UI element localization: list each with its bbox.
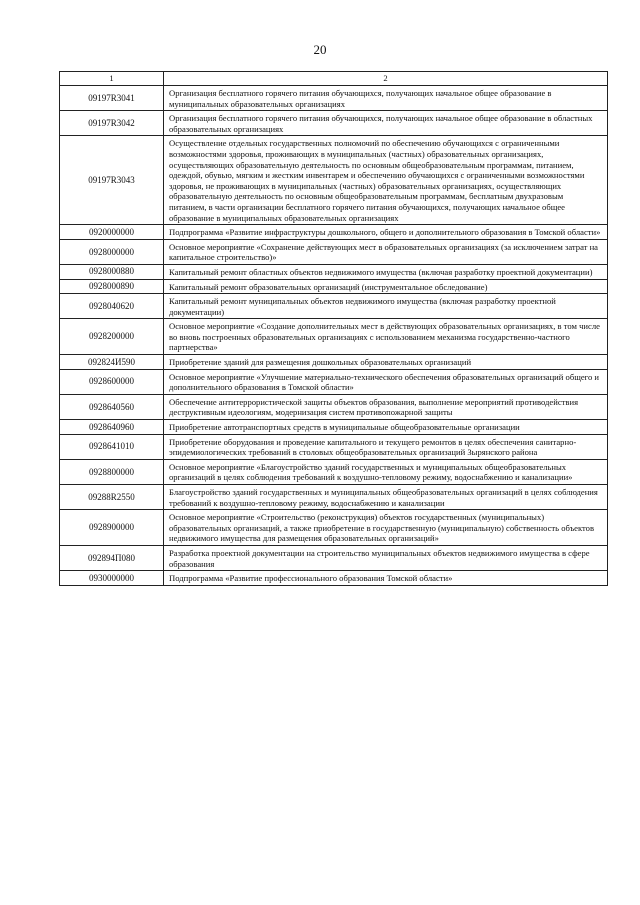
row-code: 0928640560 bbox=[60, 394, 164, 419]
row-description: Организация бесплатного горячего питания обучающихся, получающих начальное общее образование в областных образовательных организациях bbox=[164, 111, 608, 136]
table-row bbox=[60, 86, 608, 111]
row-code: 0928000000 bbox=[60, 239, 164, 264]
row-code: 0928000880 bbox=[60, 264, 164, 279]
table-row bbox=[60, 510, 608, 546]
row-code: 0928600000 bbox=[60, 369, 164, 394]
row-description: Приобретение оборудования и проведение капитального и текущего ремонтов в целях обеспечения санитарно-эпидемиологических требований в столовых общеобразовательных организаций Зырянского района bbox=[164, 434, 608, 459]
row-description: Основное мероприятие «Сохранение действующих мест в образовательных организациях (за исключением затрат на капитальное строительство)» bbox=[164, 239, 608, 264]
row-code: 0928641010 bbox=[60, 434, 164, 459]
row-description: Капитальный ремонт образовательных организаций (инструментальное обследование) bbox=[164, 279, 608, 294]
row-description: Приобретение автотранспортных средств в муниципальные общеобразовательные организации bbox=[164, 420, 608, 435]
table-row bbox=[60, 485, 608, 510]
row-code: 092894П080 bbox=[60, 545, 164, 570]
row-code: 09197R3043 bbox=[60, 136, 164, 225]
row-description: Капитальный ремонт муниципальных объектов недвижимого имущества (включая разработку проектной документации) bbox=[164, 294, 608, 319]
row-code: 0928200000 bbox=[60, 319, 164, 355]
row-description: Осуществление отдельных государственных полномочий по обеспечению обучающихся с ограниченными возможностями здоровья, проживающих в муниципальных (частных) образовательных организациях, осуществляющих образовательную деятельность по основным общеобразовательным программам, питанием, одеждой, обувью, мягким и жестким инвентарем и обеспечению обучающихся с ограниченными возможностями здоровья, не проживающих в муниципальных (частных) образовательных организациях, осуществляющих образовательную деятельность по основным общеобразовательным программам, бесплатным двухразовым питанием, в части организации бесплатного горячего питания обучающихся, получающих начальное общее образование в муниципальных образовательных организациях bbox=[164, 136, 608, 225]
row-code: 09197R3042 bbox=[60, 111, 164, 136]
column-header-description: 2 bbox=[164, 72, 608, 86]
table-row bbox=[60, 394, 608, 419]
table-row bbox=[60, 459, 608, 484]
row-code: 09288R2550 bbox=[60, 485, 164, 510]
row-description: Капитальный ремонт областных объектов недвижимого имущества (включая разработку проектной документации) bbox=[164, 264, 608, 279]
table-row bbox=[60, 434, 608, 459]
row-description: Организация бесплатного горячего питания обучающихся, получающих начальное общее образование в муниципальных образовательных организациях bbox=[164, 86, 608, 111]
table-row bbox=[60, 225, 608, 240]
row-code: 0928640960 bbox=[60, 420, 164, 435]
row-code: 0930000000 bbox=[60, 571, 164, 586]
page-number: 20 bbox=[313, 42, 327, 57]
table-row bbox=[60, 420, 608, 435]
table-row bbox=[60, 571, 608, 586]
row-description: Основное мероприятие «Благоустройство зданий государственных и муниципальных общеобразовательных организаций в целях соблюдения требований к воздушно-тепловому режиму, водоснабжению и канализации» bbox=[164, 459, 608, 484]
row-code: 09197R3041 bbox=[60, 86, 164, 111]
row-description: Основное мероприятие «Строительство (реконструкция) объектов государственных (муниципальных) образовательных организаций, а также приобретение в государственную (муниципальную) собственность объектов недвижимого имущества для размещения образовательных организаций» bbox=[164, 510, 608, 546]
row-description: Основное мероприятие «Создание дополнительных мест в действующих образовательных организациях, в том числе во вновь построенных образовательных организациях с использованием механизма государственно-частного партнерства» bbox=[164, 319, 608, 355]
row-code: 0928900000 bbox=[60, 510, 164, 546]
table-row bbox=[60, 279, 608, 294]
row-description: Приобретение зданий для размещения дошкольных образовательных организаций bbox=[164, 355, 608, 370]
row-description: Подпрограмма «Развитие инфраструктуры дошкольного, общего и дополнительного образования в Томской области» bbox=[164, 225, 608, 240]
row-description: Основное мероприятие «Улучшение материально-технического обеспечения образовательных организаций общего и дополнительного образования в Томской области» bbox=[164, 369, 608, 394]
table-row bbox=[60, 319, 608, 355]
column-header-code: 1 bbox=[60, 72, 164, 86]
budget-classification-table bbox=[59, 71, 608, 586]
row-description: Подпрограмма «Развитие профессионального образования Томской области» bbox=[164, 571, 608, 586]
table-row bbox=[60, 369, 608, 394]
table-row bbox=[60, 264, 608, 279]
table-row bbox=[60, 239, 608, 264]
table-row bbox=[60, 355, 608, 370]
row-code: 0928800000 bbox=[60, 459, 164, 484]
row-code: 092824И590 bbox=[60, 355, 164, 370]
row-code: 0928000890 bbox=[60, 279, 164, 294]
table-row bbox=[60, 294, 608, 319]
row-description: Обеспечение антитеррористической защиты объектов образования, выполнение мероприятий противодействия деструктивным идеологиям, модернизация систем противопожарной защиты bbox=[164, 394, 608, 419]
table-header-row bbox=[60, 72, 608, 86]
table-row bbox=[60, 136, 608, 225]
row-description: Благоустройство зданий государственных и муниципальных общеобразовательных организаций в целях соблюдения требований к воздушно-тепловому режиму, водоснабжению и канализации bbox=[164, 485, 608, 510]
row-code: 0928040620 bbox=[60, 294, 164, 319]
row-code: 0920000000 bbox=[60, 225, 164, 240]
row-description: Разработка проектной документации на строительство муниципальных объектов недвижимого имущества в сфере образования bbox=[164, 545, 608, 570]
table-row bbox=[60, 545, 608, 570]
table-row bbox=[60, 111, 608, 136]
